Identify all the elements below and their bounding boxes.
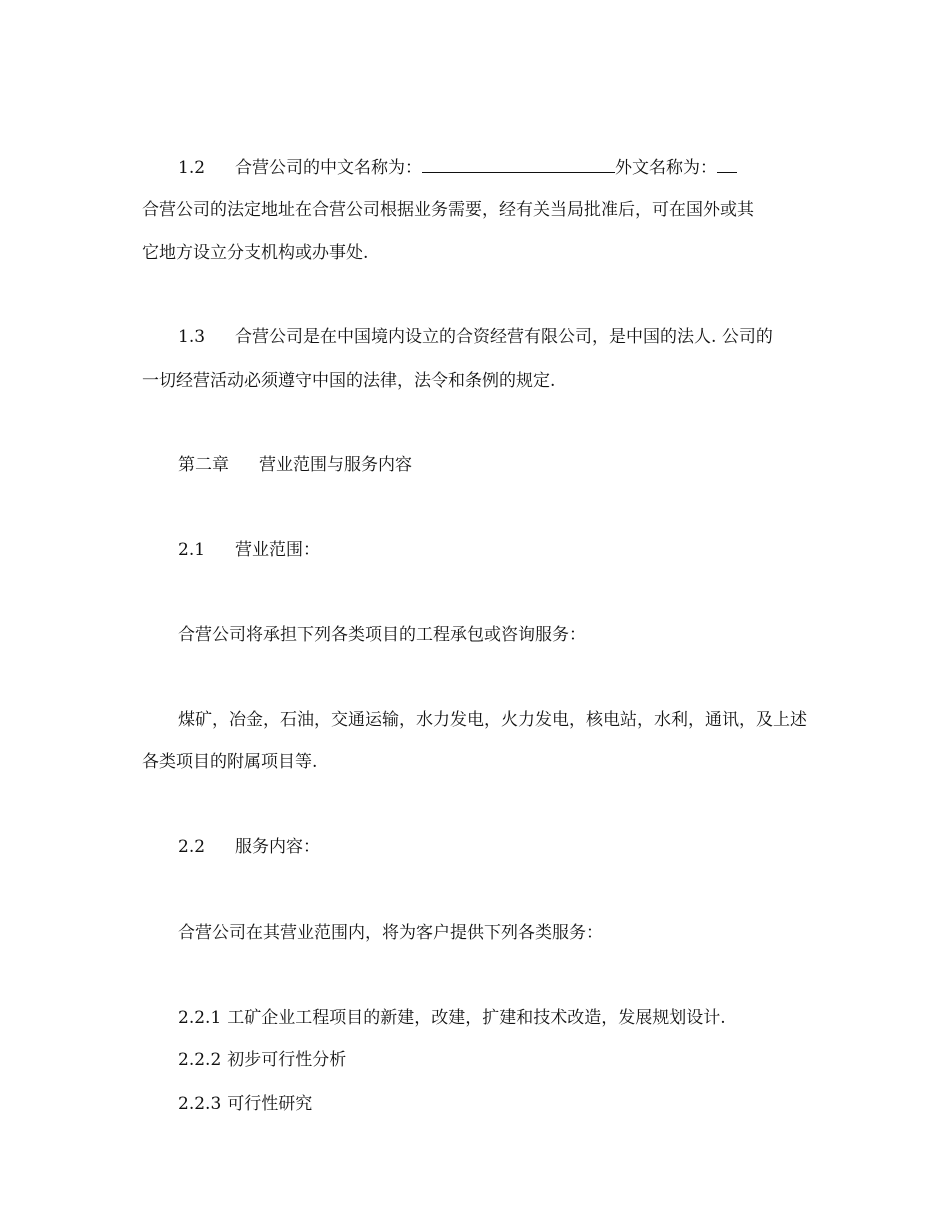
service-item [178, 1006, 726, 1030]
chapter-number: 第二章 [178, 455, 229, 475]
scope-intro: 合营公司将承担下列各类项目的工程承包或咨询服务： [178, 625, 586, 645]
section-number: 1.3 [178, 327, 206, 347]
service-number: 2.2.2 [178, 1050, 222, 1070]
section-title: 服务内容： [235, 837, 321, 857]
foreign-name-blank [717, 156, 737, 173]
section-1-2-line-2: 合营公司的法定地址在合营公司根据业务需要，经有关当局批准后，可在国外或其 [142, 200, 754, 220]
section-2-2-heading [178, 835, 320, 859]
section-number: 1.2 [178, 158, 206, 178]
section-2-1-heading [178, 538, 320, 562]
section-text: 合营公司是在中国境内设立的合资经营有限公司，是中国的法人. 公司的 [235, 327, 773, 347]
section-text: 外文名称为： [615, 158, 718, 178]
section-text: 合营公司的中文名称为： [235, 158, 423, 178]
section-1-3-line-2: 一切经营活动必须遵守中国的法律，法令和条例的规定. [142, 371, 556, 391]
section-1-2-line-3: 它地方设立分支机构或办事处. [142, 243, 369, 263]
service-item [178, 1092, 312, 1116]
section-1-2-line-1 [178, 156, 737, 180]
section-1-3-line-1 [178, 325, 773, 349]
chinese-name-blank [422, 156, 615, 173]
section-number: 2.1 [178, 540, 206, 560]
scope-items-line-1: 煤矿，冶金，石油，交通运输，水力发电，火力发电，核电站，水利，通讯，及上述 [178, 710, 807, 730]
service-text: 工矿企业工程项目的新建，改建，扩建和技术改造，发展规划设计. [227, 1008, 726, 1028]
chapter-title: 营业范围与服务内容 [259, 455, 412, 475]
services-intro: 合营公司在其营业范围内，将为客户提供下列各类服务： [178, 923, 603, 943]
chapter-2-heading [178, 453, 412, 477]
service-text: 初步可行性分析 [227, 1050, 347, 1070]
service-text: 可行性研究 [227, 1094, 313, 1114]
scope-items-line-2: 各类项目的附属项目等. [142, 752, 318, 772]
service-number: 2.2.3 [178, 1094, 222, 1114]
section-title: 营业范围： [235, 540, 321, 560]
service-item [178, 1048, 346, 1072]
section-number: 2.2 [178, 837, 206, 857]
service-number: 2.2.1 [178, 1008, 222, 1028]
